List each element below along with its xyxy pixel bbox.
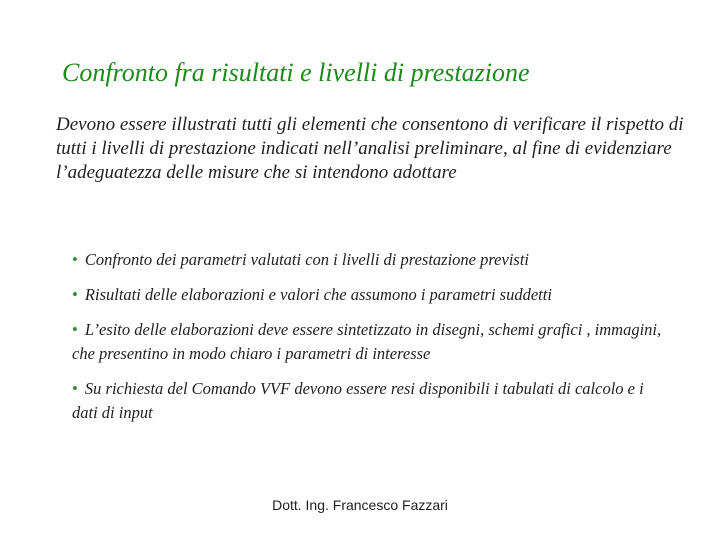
bullet-text: Confronto dei parametri valutati con i livelli di prestazione previsti [84, 250, 529, 269]
bullet-item [72, 377, 662, 425]
bullet-dot-icon: • [72, 320, 78, 339]
bullet-dot-icon: • [72, 250, 78, 269]
bullet-dot-icon: • [72, 379, 78, 398]
bullet-text: Su richiesta del Comando VVF devono essere resi disponibili i tabulati di calcolo e i dati di input [72, 379, 644, 422]
bullet-item [72, 283, 662, 307]
bullet-item [72, 248, 662, 272]
slide-title: Confronto fra risultati e livelli di prestazione [62, 58, 530, 87]
intro-paragraph: Devono essere illustrati tutti gli elementi che consentono di verificare il rispetto di tutti i livelli di prestazione indicati nell’analisi preliminare, al fine di evidenziare l’adeguatezza delle misure che si intendono adottare [56, 114, 684, 183]
bullet-item [72, 318, 662, 366]
bullet-text: L’esito delle elaborazioni deve essere sintetizzato in disegni, schemi grafici , immagini, che presentino in modo chiaro i parametri di interesse [72, 320, 662, 363]
bullet-list [72, 248, 662, 436]
bullet-text: Risultati delle elaborazioni e valori che assumono i parametri suddetti [84, 285, 552, 304]
bullet-dot-icon: • [72, 285, 78, 304]
footer-author: Dott. Ing. Francesco Fazzari [272, 497, 448, 513]
